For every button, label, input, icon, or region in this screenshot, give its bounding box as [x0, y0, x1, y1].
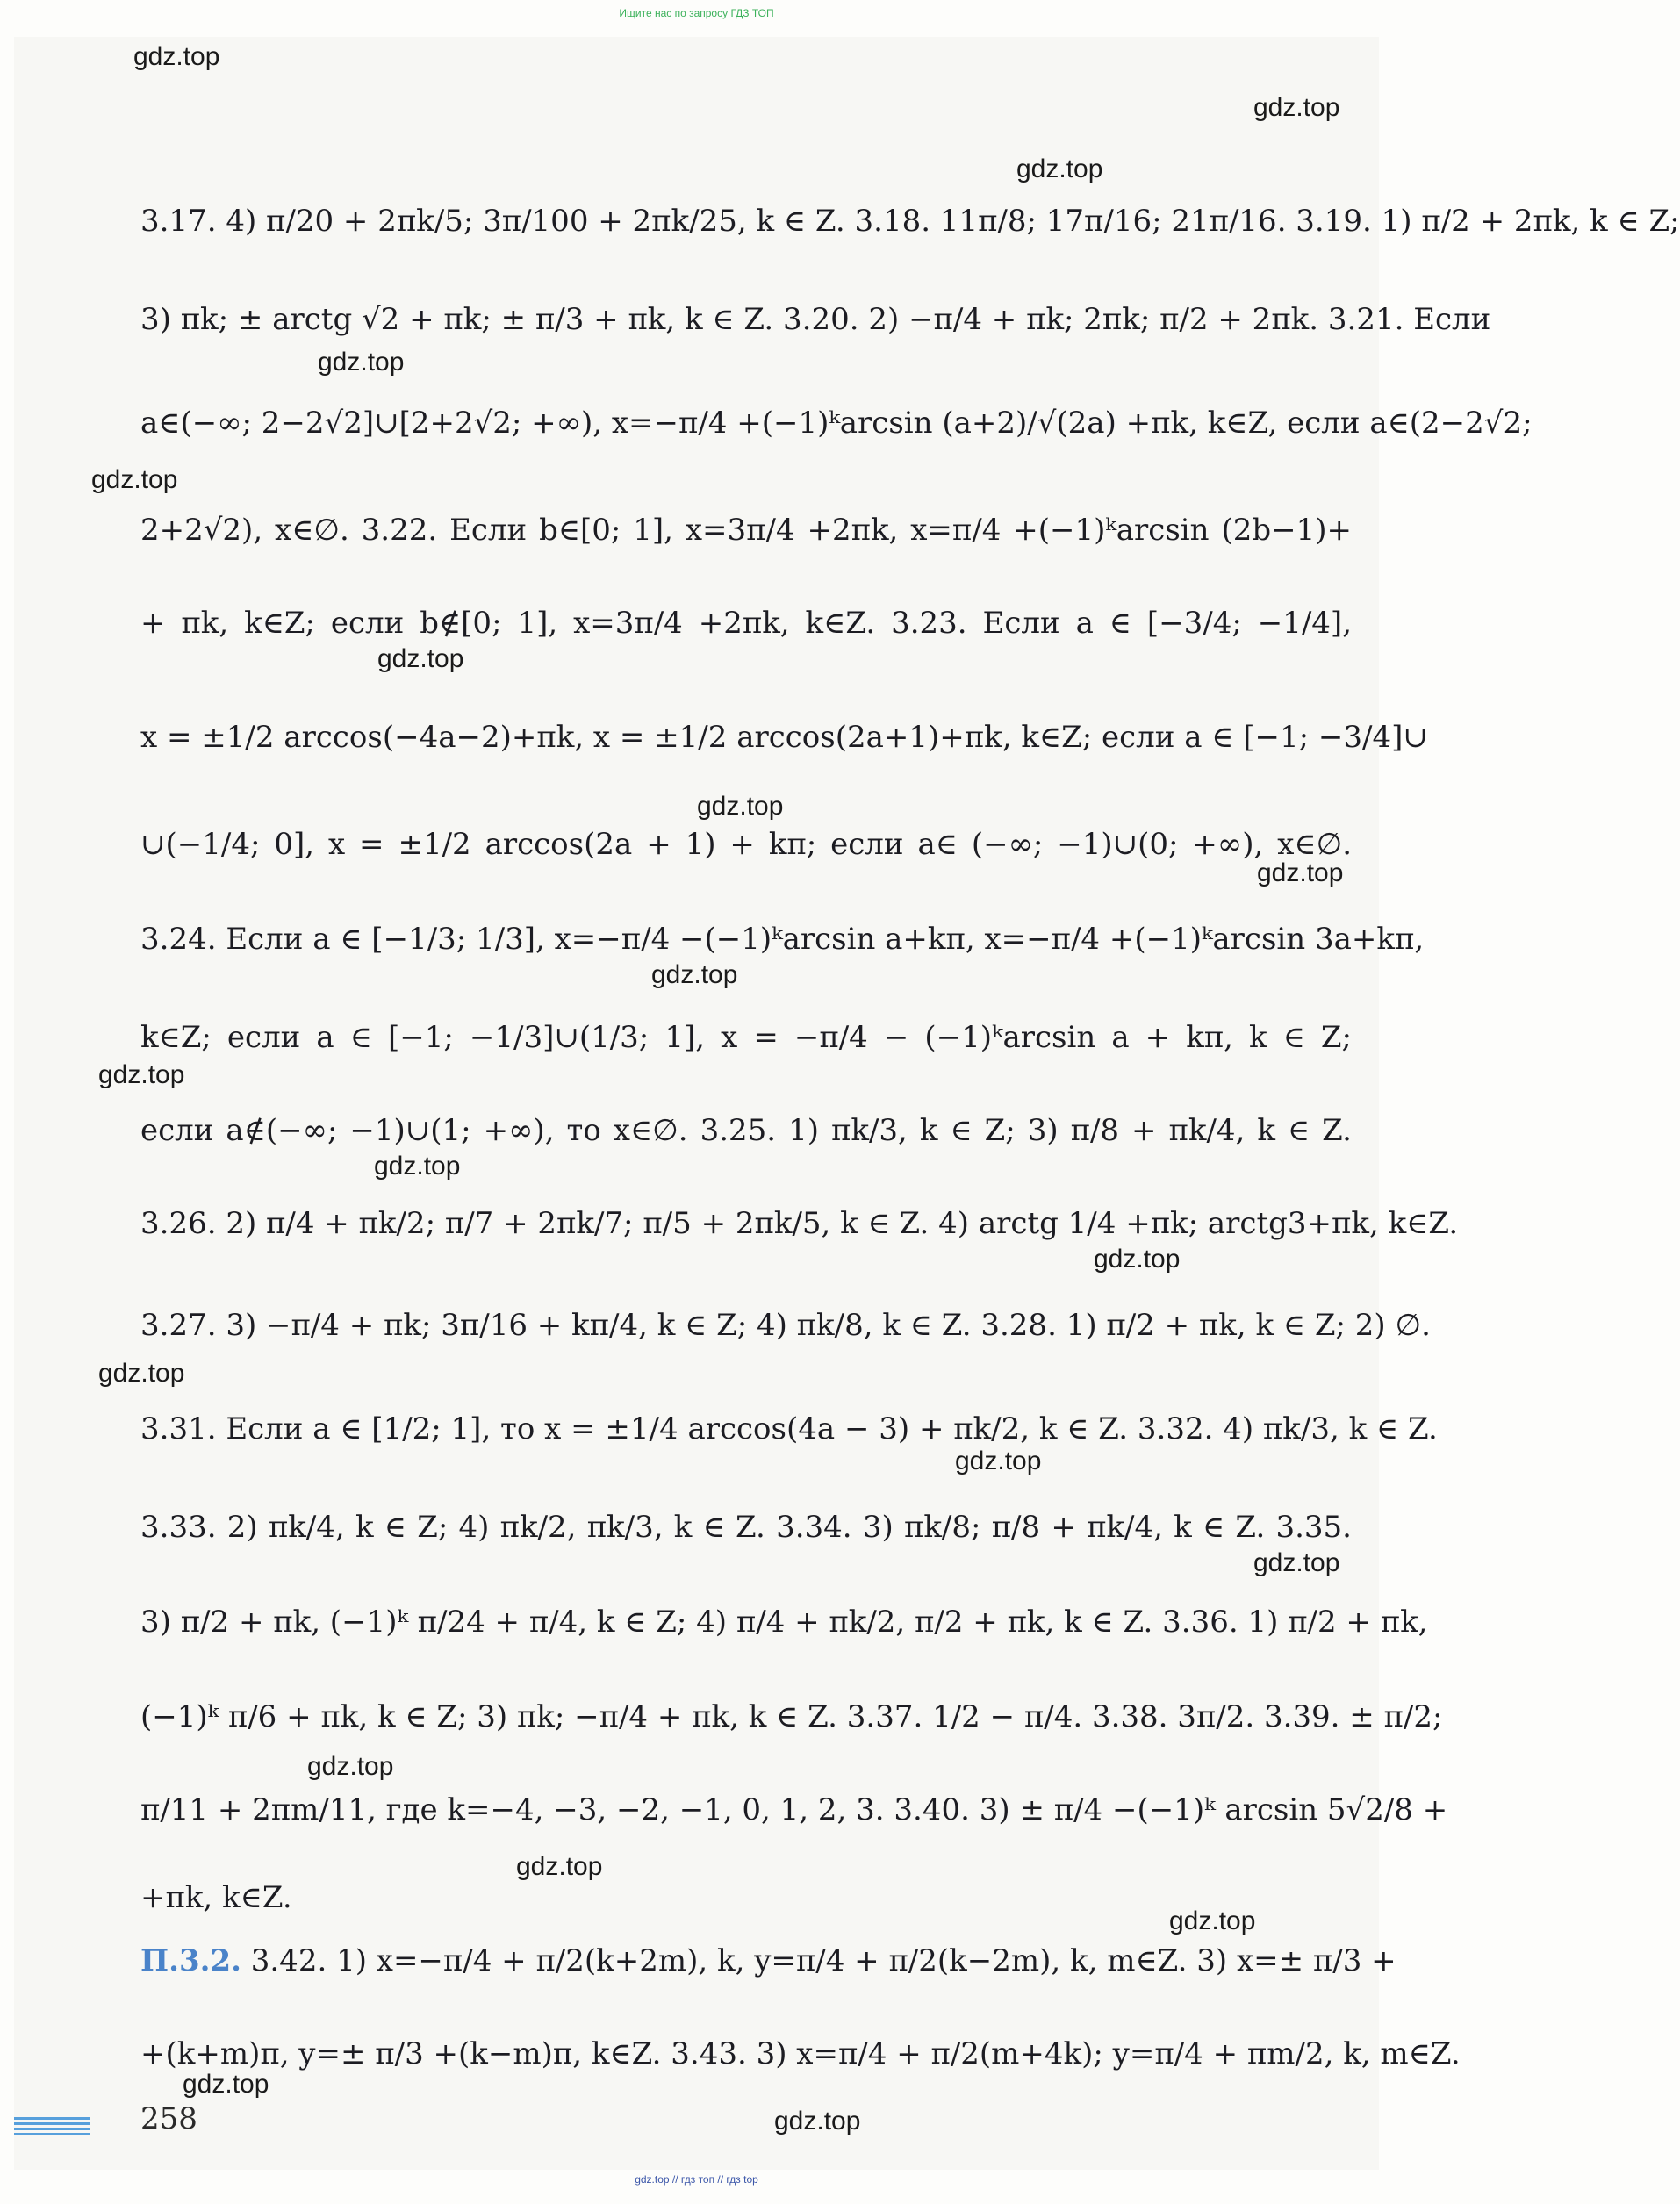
answer-line: +(k+m)π, y=± π/3 +(k−m)π, k∈Z. 3.43. 3) x=π/4 + π/2(m+4k); y=π/4 + πm/2, k, m∈Z. [140, 2036, 1461, 2071]
answer-line: +πk, k∈Z. [140, 1880, 292, 1915]
watermark: gdz.top [516, 1852, 603, 1881]
answer-line: a∈(−∞; 2−2√2]∪[2+2√2; +∞), x=−π/4 +(−1)ᵏarcsin (a+2)/√(2a) +πk, k∈Z, если a∈(2−2√2; [140, 406, 1533, 441]
watermark: gdz.top [1094, 1245, 1181, 1274]
watermark: gdz.top [651, 960, 738, 989]
watermark: gdz.top [1253, 93, 1340, 122]
answer-line: π/11 + 2πm/11, где k=−4, −3, −2, −1, 0, 1, 2, 3. 3.40. 3) ± π/4 −(−1)ᵏ arcsin 5√2/8 + [140, 1792, 1448, 1827]
answer-line: k∈Z; если a ∈ [−1; −1/3]∪(1/3; 1], x = −π/4 − (−1)ᵏarcsin a + kπ, k ∈ Z; [140, 1020, 1352, 1055]
answer-line: если a∉(−∞; −1)∪(1; +∞), то x∈∅. 3.25. 1) πk/3, k ∈ Z; 3) π/8 + πk/4, k ∈ Z. [140, 1113, 1352, 1148]
answer-line: 3) πk; ± arctg √2 + πk; ± π/3 + πk, k ∈ Z. 3.20. 2) −π/4 + πk; 2πk; π/2 + 2πk. 3.21. Если [140, 302, 1491, 337]
watermark: gdz.top [1257, 858, 1344, 887]
answer-line: 2+2√2), x∈∅. 3.22. Если b∈[0; 1], x=3π/4 +2πk, x=π/4 +(−1)ᵏarcsin (2b−1)+ [140, 513, 1352, 548]
bottom-banner: gdz.top // гдз топ // гдз top [635, 2173, 758, 2186]
page-number: 258 [140, 2101, 197, 2136]
watermark: gdz.top [307, 1752, 394, 1781]
answer-line: 3.27. 3) −π/4 + πk; 3π/16 + kπ/4, k ∈ Z; 4) πk/8, k ∈ Z. 3.28. 1) π/2 + πk, k ∈ Z; 2) ∅. [140, 1308, 1431, 1343]
answer-line: 3) π/2 + πk, (−1)ᵏ π/24 + π/4, k ∈ Z; 4) π/4 + πk/2, π/2 + πk, k ∈ Z. 3.36. 1) π/2 + πk, [140, 1605, 1428, 1640]
watermark: gdz.top [1169, 1906, 1256, 1935]
answer-line: + πk, k∈Z; если b∉[0; 1], x=3π/4 +2πk, k∈Z. 3.23. Если a ∈ [−3/4; −1/4], [140, 606, 1352, 641]
top-banner: Ищите нас по запросу ГДЗ ТОП [619, 7, 774, 19]
watermark: gdz.top [183, 2070, 269, 2099]
watermark: gdz.top [374, 1152, 461, 1181]
answer-line: 3.31. Если a ∈ [1/2; 1], то x = ±1/4 arccos(4a − 3) + πk/2, k ∈ Z. 3.32. 4) πk/3, k ∈ Z. [140, 1411, 1438, 1447]
scanned-page [14, 37, 1680, 2170]
answer-line: (−1)ᵏ π/6 + πk, k ∈ Z; 3) πk; −π/4 + πk, k ∈ Z. 3.37. 1/2 − π/4. 3.38. 3π/2. 3.39. ± π/2; [140, 1699, 1443, 1734]
watermark: gdz.top [98, 1359, 185, 1388]
answer-line: 3.33. 2) πk/4, k ∈ Z; 4) πk/2, πk/3, k ∈ Z. 3.34. 3) πk/8; π/8 + πk/4, k ∈ Z. 3.35. [140, 1510, 1352, 1545]
answer-line: П.3.2. 3.42. 1) x=−π/4 + π/2(k+2m), k, y=π/4 + π/2(k−2m), k, m∈Z. 3) x=± π/3 + [140, 1943, 1396, 1978]
watermark: gdz.top [955, 1447, 1042, 1475]
answer-line: 3.24. Если a ∈ [−1/3; 1/3], x=−π/4 −(−1)ᵏarcsin a+kπ, x=−π/4 +(−1)ᵏarcsin 3a+kπ, [140, 922, 1425, 957]
answer-line: ∪(−1/4; 0], x = ±1/2 arccos(2a + 1) + kπ; если a∈ (−∞; −1)∪(0; +∞), x∈∅. [140, 827, 1352, 862]
watermark: gdz.top [91, 465, 178, 494]
watermark: gdz.top [1016, 154, 1103, 183]
watermark: gdz.top [133, 42, 220, 71]
watermark: gdz.top [318, 348, 405, 377]
watermark: gdz.top [697, 792, 784, 821]
answer-line: 3.17. 4) π/20 + 2πk/5; 3π/100 + 2πk/25, k ∈ Z. 3.18. 11π/8; 17π/16; 21π/16. 3.19. 1) π/2 + 2πk, k ∈ Z; [140, 204, 1680, 239]
watermark: gdz.top [774, 2107, 861, 2136]
answer-line: 3.26. 2) π/4 + πk/2; π/7 + 2πk/7; π/5 + 2πk/5, k ∈ Z. 4) arctg 1/4 +πk; arctg3+πk, k∈Z. [140, 1206, 1459, 1241]
section-marker: П.3.2. [140, 1943, 241, 1978]
watermark: gdz.top [377, 644, 464, 673]
footer-stripes [14, 2117, 90, 2135]
watermark: gdz.top [98, 1060, 185, 1089]
answer-line: x = ±1/2 arccos(−4a−2)+πk, x = ±1/2 arccos(2a+1)+πk, k∈Z; если a ∈ [−1; −3/4]∪ [140, 720, 1428, 755]
watermark: gdz.top [1253, 1548, 1340, 1577]
